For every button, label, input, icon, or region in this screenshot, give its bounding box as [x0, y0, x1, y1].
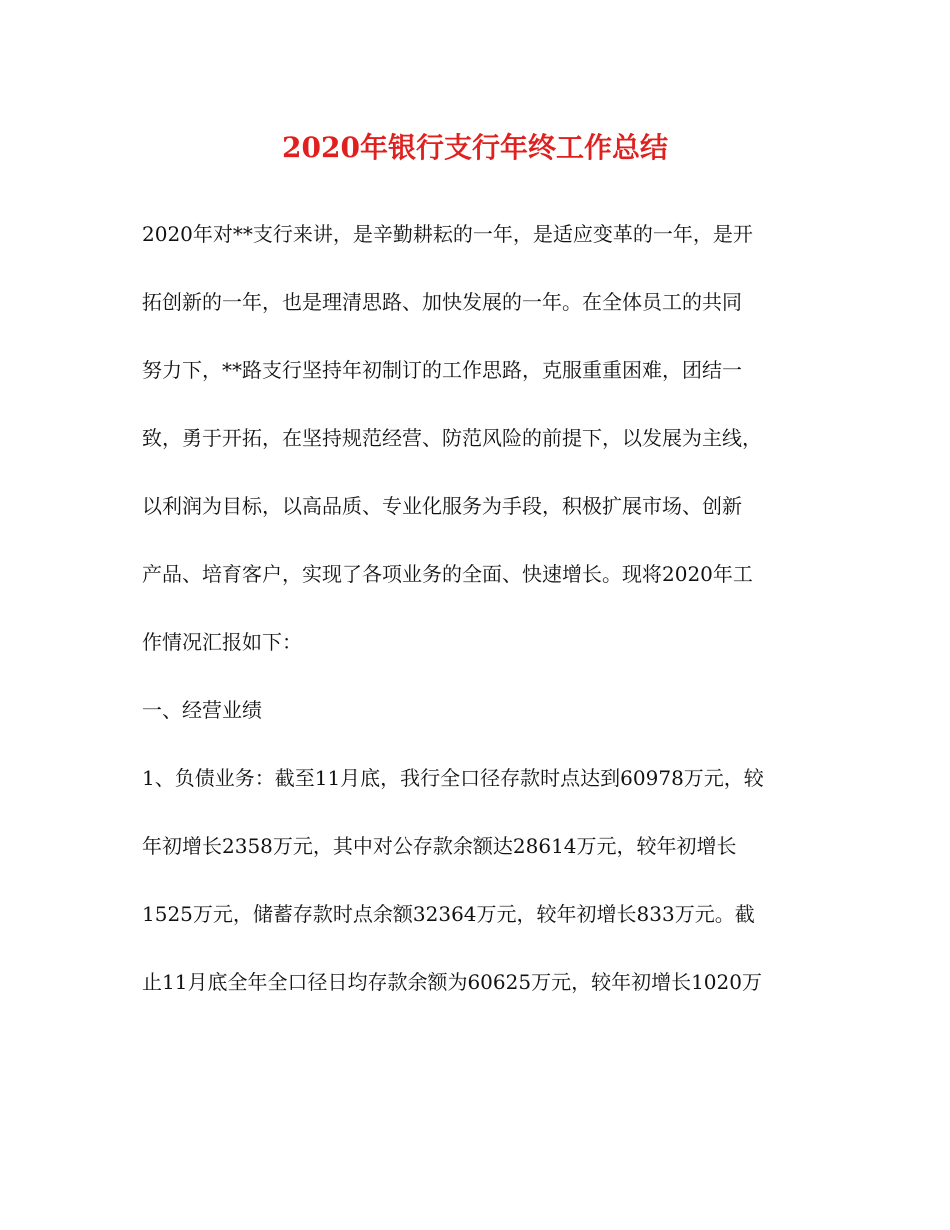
- paragraph-line: 产品、培育客户，实现了各项业务的全面、快速增长。现将2020年工: [142, 562, 753, 586]
- paragraph-line: 拓创新的一年，也是理清思路、加快发展的一年。在全体员工的共同: [142, 290, 742, 314]
- paragraph-line: 1525万元，储蓄存款时点余额32364万元，较年初增长833万元。截: [142, 902, 755, 926]
- paragraph-line: 2020年对**支行来讲，是辛勤耕耘的一年，是适应变革的一年，是开: [142, 222, 753, 246]
- paragraph-line: 以利润为目标，以高品质、专业化服务为手段，积极扩展市场、创新: [142, 494, 742, 518]
- paragraph-line: 作情况汇报如下：: [142, 630, 302, 654]
- paragraph-line: 致，勇于开拓，在坚持规范经营、防范风险的前提下，以发展为主线，: [142, 426, 762, 450]
- paragraph-line: 止11月底全年全口径日均存款余额为60625万元，较年初增长1020万: [142, 970, 762, 994]
- document-title: 2020年银行支行年终工作总结: [282, 131, 668, 164]
- paragraph-line: 年初增长2358万元，其中对公存款余额达28614万元，较年初增长: [142, 834, 737, 858]
- paragraph-line: 努力下，**路支行坚持年初制订的工作思路，克服重重困难，团结一: [142, 358, 742, 382]
- section-heading: 一、经营业绩: [142, 698, 262, 722]
- paragraph-line: 1、负债业务：截至11月底，我行全口径存款时点达到60978万元，较: [142, 766, 764, 790]
